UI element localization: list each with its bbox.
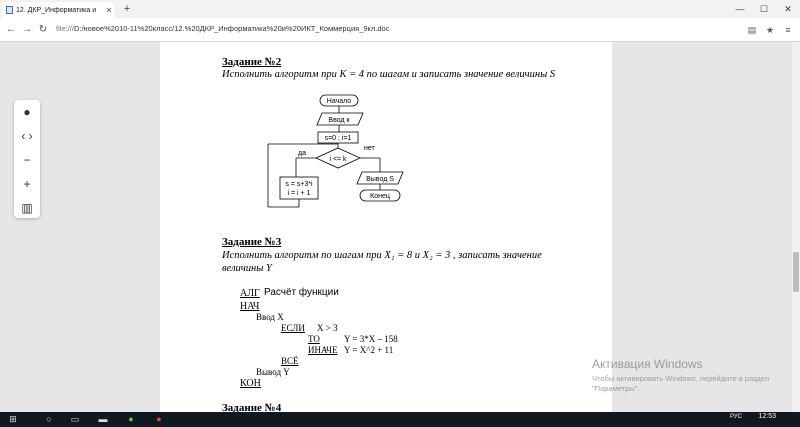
document-icon xyxy=(6,6,13,14)
browser-tab[interactable] xyxy=(2,2,114,18)
then-expression: Y = 3*X – 158 xyxy=(344,334,398,344)
endif-keyword: ВСЁ xyxy=(281,356,299,366)
tab-bar xyxy=(0,0,800,18)
flowchart-no-label: нет xyxy=(364,145,375,152)
menu-icon[interactable]: ≡ xyxy=(785,25,791,35)
flowchart-yes-label: да xyxy=(298,150,306,157)
bookmark-star-icon[interactable]: ★ xyxy=(765,25,775,35)
flowchart-output-label: Вывод S xyxy=(366,176,394,183)
document-page xyxy=(160,42,612,412)
vertical-scrollbar[interactable] xyxy=(792,42,800,412)
else-expression: Y = X^2 + 11 xyxy=(344,345,394,355)
page-nav-icon[interactable]: ‹ › xyxy=(21,129,33,143)
close-tab-icon[interactable]: ✕ xyxy=(105,5,113,15)
minimize-button[interactable]: — xyxy=(735,4,745,14)
search-icon[interactable]: ○ xyxy=(46,414,52,424)
flowchart-body-line1: s = s+3*i xyxy=(285,181,313,188)
window-controls xyxy=(728,0,800,18)
if-condition: X > 3 xyxy=(317,323,338,333)
else-keyword: ИНАЧЕ xyxy=(308,345,338,355)
close-window-button[interactable]: ✕ xyxy=(784,4,792,14)
reader-icon[interactable]: ▤ xyxy=(747,25,757,35)
if-keyword: ЕСЛИ xyxy=(281,323,305,333)
flowchart xyxy=(260,92,410,222)
url-field[interactable] xyxy=(56,24,389,33)
start-icon[interactable]: ⊞ xyxy=(9,414,17,424)
flowchart-init-label: s=0 ; i=1 xyxy=(324,135,352,142)
scrollbar-thumb[interactable] xyxy=(793,252,799,292)
reload-button[interactable]: ↻ xyxy=(38,24,48,35)
url-scheme: file:/// xyxy=(56,24,74,33)
address-bar xyxy=(0,18,800,42)
alg-keyword: АЛГ xyxy=(240,288,260,299)
task4-heading: Задание №4 xyxy=(222,402,282,412)
end-keyword: КОН xyxy=(240,378,261,389)
app-icon[interactable]: ● xyxy=(128,414,134,424)
zoom-out-icon[interactable]: − xyxy=(23,153,31,167)
viewer-toolbar xyxy=(14,100,40,218)
flowchart-end-label: Конец xyxy=(370,193,390,200)
forward-button[interactable]: → xyxy=(22,24,32,35)
flowchart-input-label: Ввод к xyxy=(328,117,350,124)
then-keyword: ТО xyxy=(308,334,320,344)
alg-input: Ввод X xyxy=(256,312,284,322)
url-path: D:/новое%2010-11%20класс/12.%20ДКР_Информатика%20и%20ИКТ_Коммерция_9кл.doc xyxy=(73,24,390,33)
flowchart-body-line2: i = i + 1 xyxy=(287,190,311,197)
new-tab-button[interactable]: + xyxy=(123,3,131,15)
task3-text-line2: величины Y xyxy=(222,263,272,274)
dot-icon[interactable]: ● xyxy=(23,105,31,119)
task3-text-line1: Исполнить алгоритм по шагам при X₁ = 8 и X₂ = 3 , записать значение xyxy=(222,250,542,261)
activation-watermark-subtitle: Чтобы активировать Windows, перейдите в раздел "Параметры". xyxy=(592,374,770,393)
maximize-button[interactable]: ☐ xyxy=(759,4,769,14)
begin-keyword: НАЧ xyxy=(240,301,260,312)
alg-output: Вывод Y xyxy=(256,367,290,377)
clock[interactable]: 12:53 xyxy=(758,413,776,420)
fit-page-icon[interactable]: ▥ xyxy=(21,201,33,215)
task-view-icon[interactable]: ▭ xyxy=(70,414,80,424)
tab-title: 12. ДКР_Информатика и xyxy=(16,6,97,14)
flowchart-start-label: Начало xyxy=(326,98,352,105)
browser-icon[interactable]: ● xyxy=(156,414,162,424)
back-button[interactable]: ← xyxy=(6,24,16,35)
zoom-in-icon[interactable]: + xyxy=(23,177,31,191)
activation-watermark-title: Активация Windows xyxy=(592,357,703,371)
task2-heading: Задание №2 xyxy=(222,56,282,68)
flowchart-decision-label: i <= k xyxy=(329,156,347,163)
alg-name: Расчёт функции xyxy=(264,287,339,298)
taskbar xyxy=(0,412,800,427)
task2-text: Исполнить алгоритм при K = 4 по шагам и записать значение величины S xyxy=(222,69,556,80)
address-actions xyxy=(746,22,794,38)
language-indicator[interactable]: РУС xyxy=(729,414,742,420)
explorer-icon[interactable]: ▬ xyxy=(98,414,108,424)
task3-heading: Задание №3 xyxy=(222,236,282,248)
